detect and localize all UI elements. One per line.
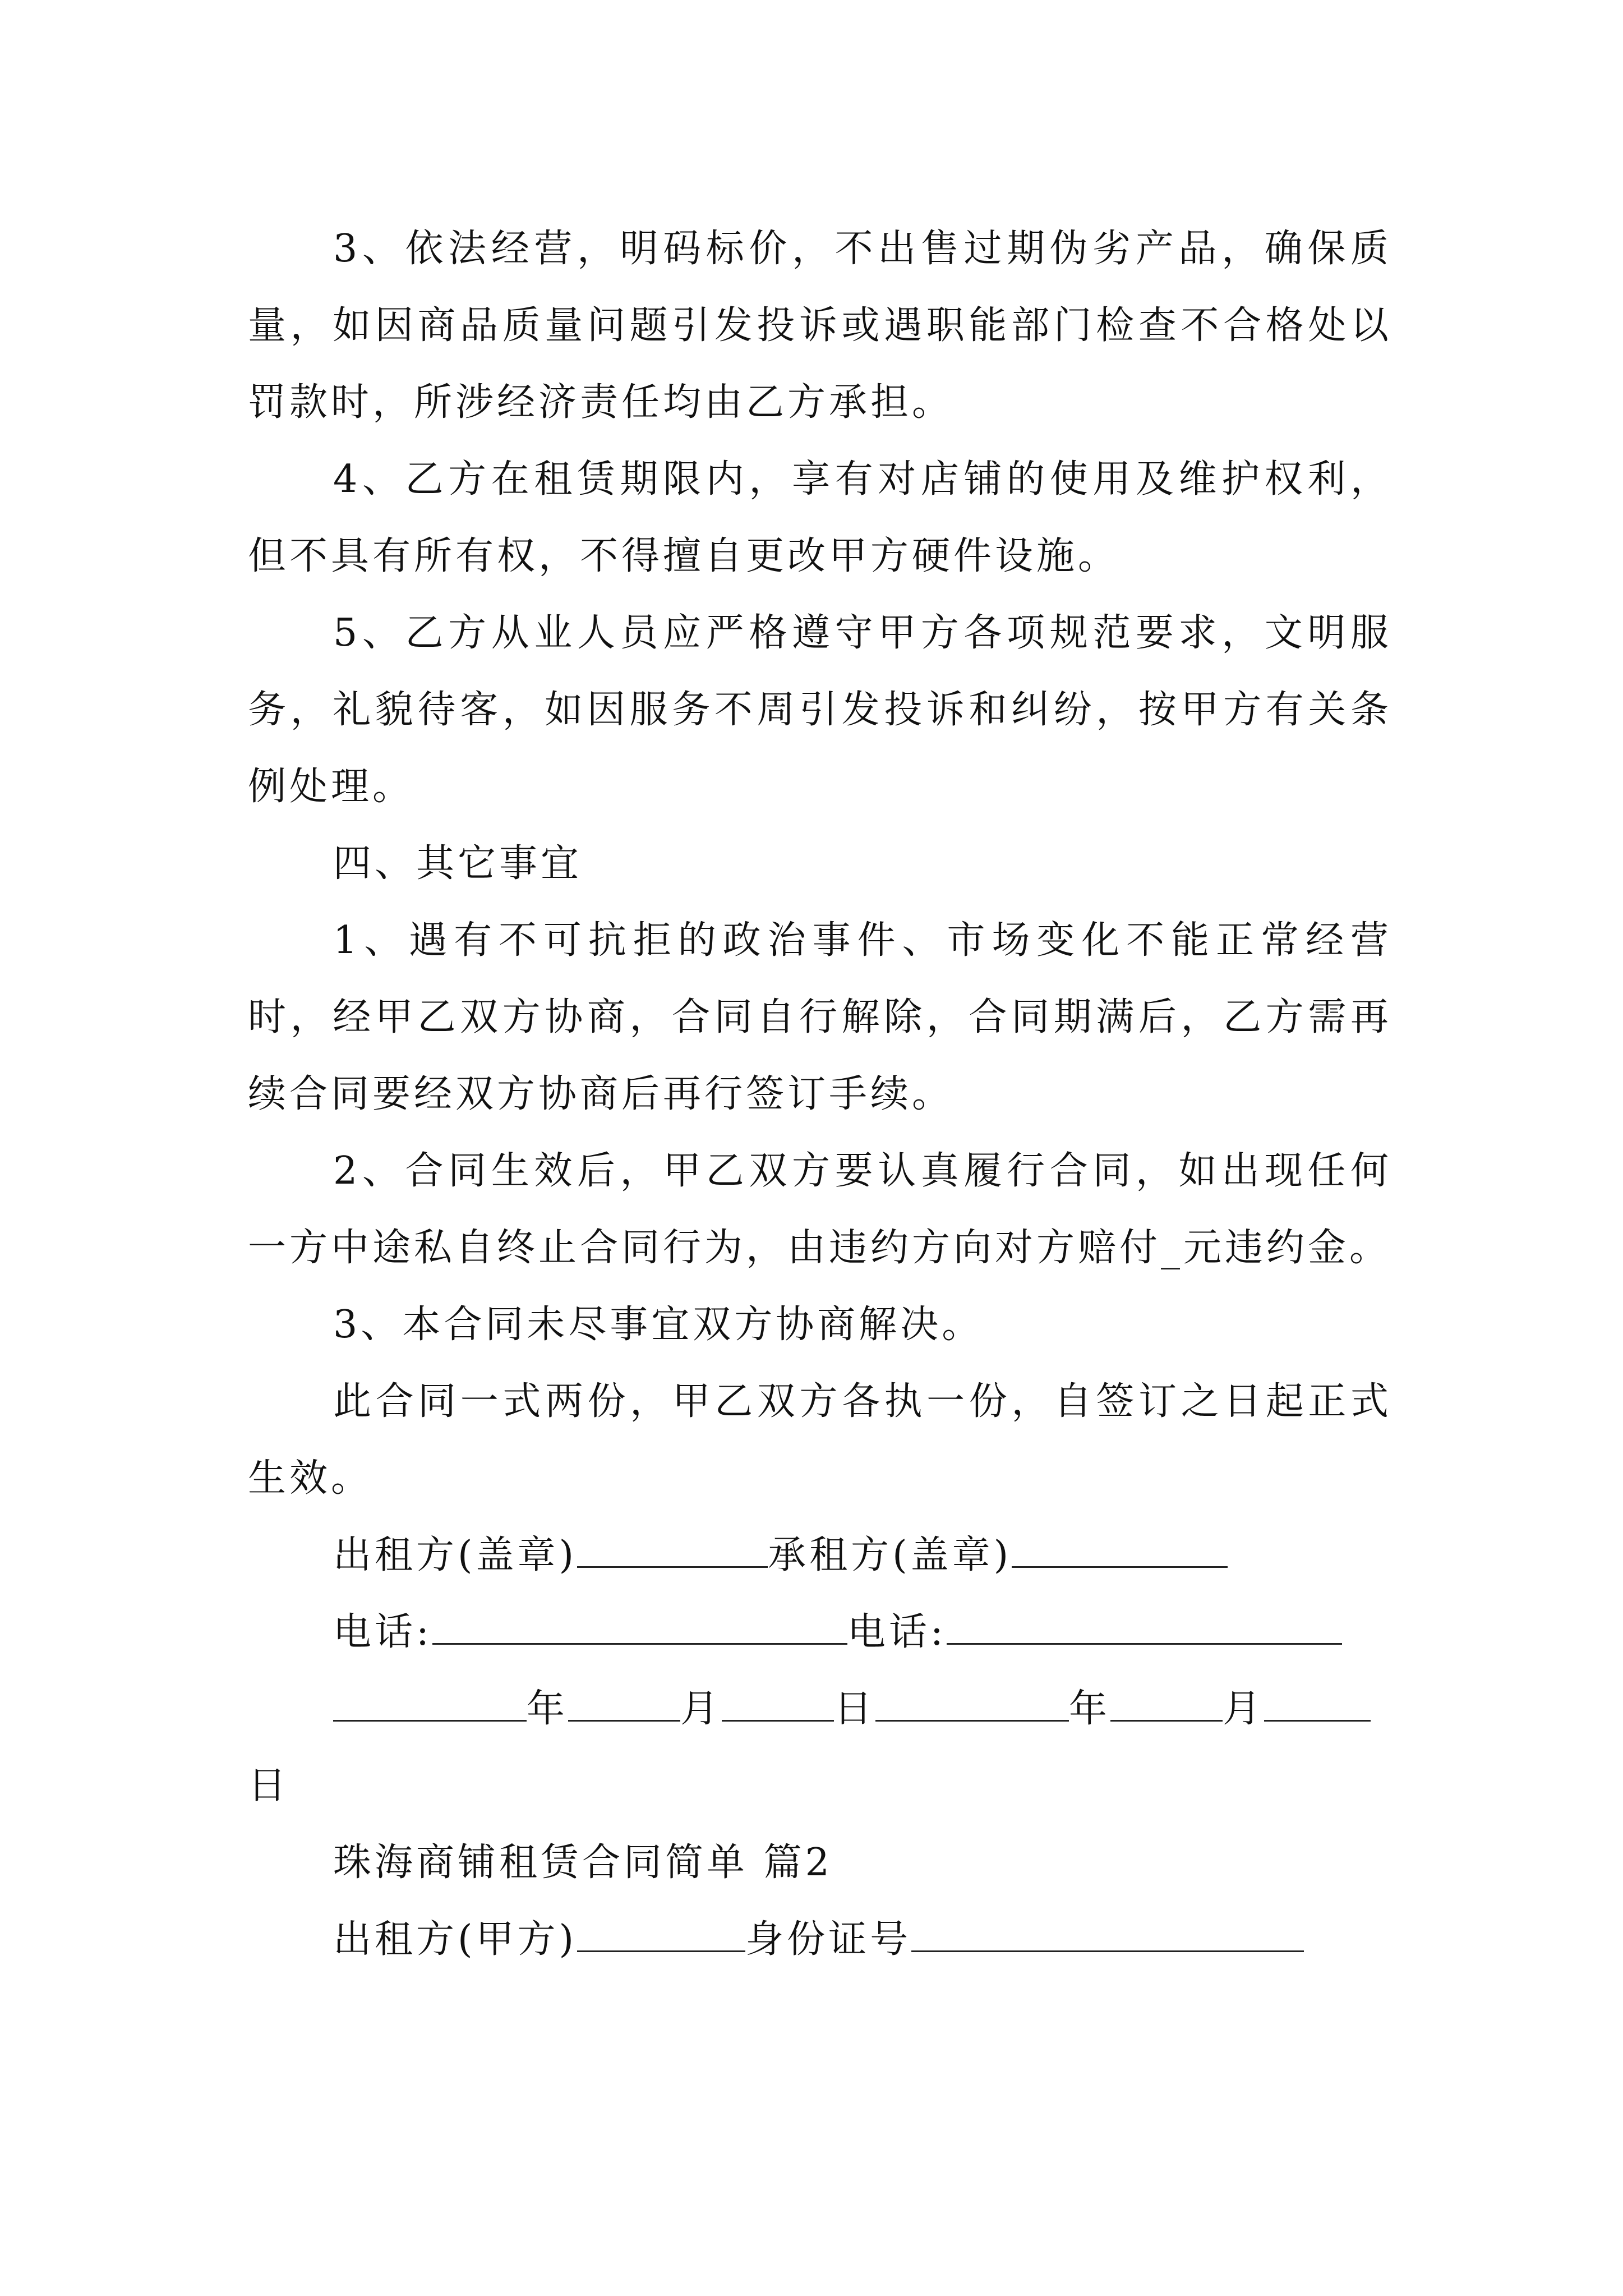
month-label-1: 月 [680,1687,722,1731]
part2-id-label: 身份证号 [745,1917,912,1962]
lessee-phone-label: 电话: [847,1610,947,1654]
section-heading-other-matters: 四、其它事宜 [333,841,583,886]
other-matters-clause-3: 3、本合同未尽事宜双方协商解决。 [333,1303,984,1347]
closing-statement: 此合同一式两份，甲乙双方各执一份，自签订之日起正式生效。 [248,1379,1392,1501]
clause-4: 4、乙方在租赁期限内，享有对店铺的使用及维护权利，但不具有所有权，不得擅自更改甲方硬件设施。 [248,457,1392,578]
part2-lessor-blank [577,1911,745,1952]
lessee-seal-blank [1012,1527,1228,1568]
day-label-2: 日 [248,1764,290,1808]
part2-lessor-line [248,1901,1392,1978]
year-blank-2 [875,1681,1069,1722]
phone-line [248,1594,1392,1671]
year-blank-1 [333,1681,527,1722]
month-blank-1 [568,1681,680,1722]
lessor-seal-label: 出租方(盖章) [333,1533,578,1577]
clause-5: 5、乙方从业人员应严格遵守甲方各项规范要求，文明服务，礼貌待客，如因服务不周引发投诉和纠纷，按甲方有关条例处理。 [248,611,1392,809]
month-blank-2 [1110,1681,1223,1722]
year-label-1: 年 [527,1687,569,1731]
document-body [248,210,1392,1978]
lessor-phone-label: 电话: [333,1610,432,1654]
date-line [248,1671,1392,1747]
other-matters-clause-2: 2、合同生效后，甲乙双方要认真履行合同，如出现任何一方中途私自终止合同行为，由违约方向对方赔付_元违约金。 [248,1149,1392,1270]
lessee-phone-blank [947,1604,1342,1645]
part2-heading: 珠海商铺租赁合同简单 篇2 [333,1841,833,1885]
clause-3: 3、依法经营，明码标价，不出售过期伪劣产品，确保质量，如因商品质量问题引发投诉或遇职能部门检查不合格处以罚款时，所涉经济责任均由乙方承担。 [248,227,1392,425]
day-blank-1 [722,1681,834,1722]
part2-lessor-label: 出租方(甲方) [333,1917,578,1962]
year-label-2: 年 [1069,1687,1111,1731]
month-label-2: 月 [1223,1687,1265,1731]
other-matters-clause-1: 1、遇有不可抗拒的政治事件、市场变化不能正常经营时，经甲乙双方协商，合同自行解除，合同期满后，乙方需再续合同要经双方协商后再行签订手续。 [248,918,1392,1116]
seal-line [248,1517,1392,1594]
lessor-seal-blank [577,1527,768,1568]
day-label-1: 日 [834,1687,876,1731]
day-blank-2 [1264,1681,1371,1722]
lessee-seal-label: 承租方(盖章) [768,1533,1012,1577]
part2-id-blank [911,1911,1304,1952]
lessor-phone-blank [432,1604,847,1645]
